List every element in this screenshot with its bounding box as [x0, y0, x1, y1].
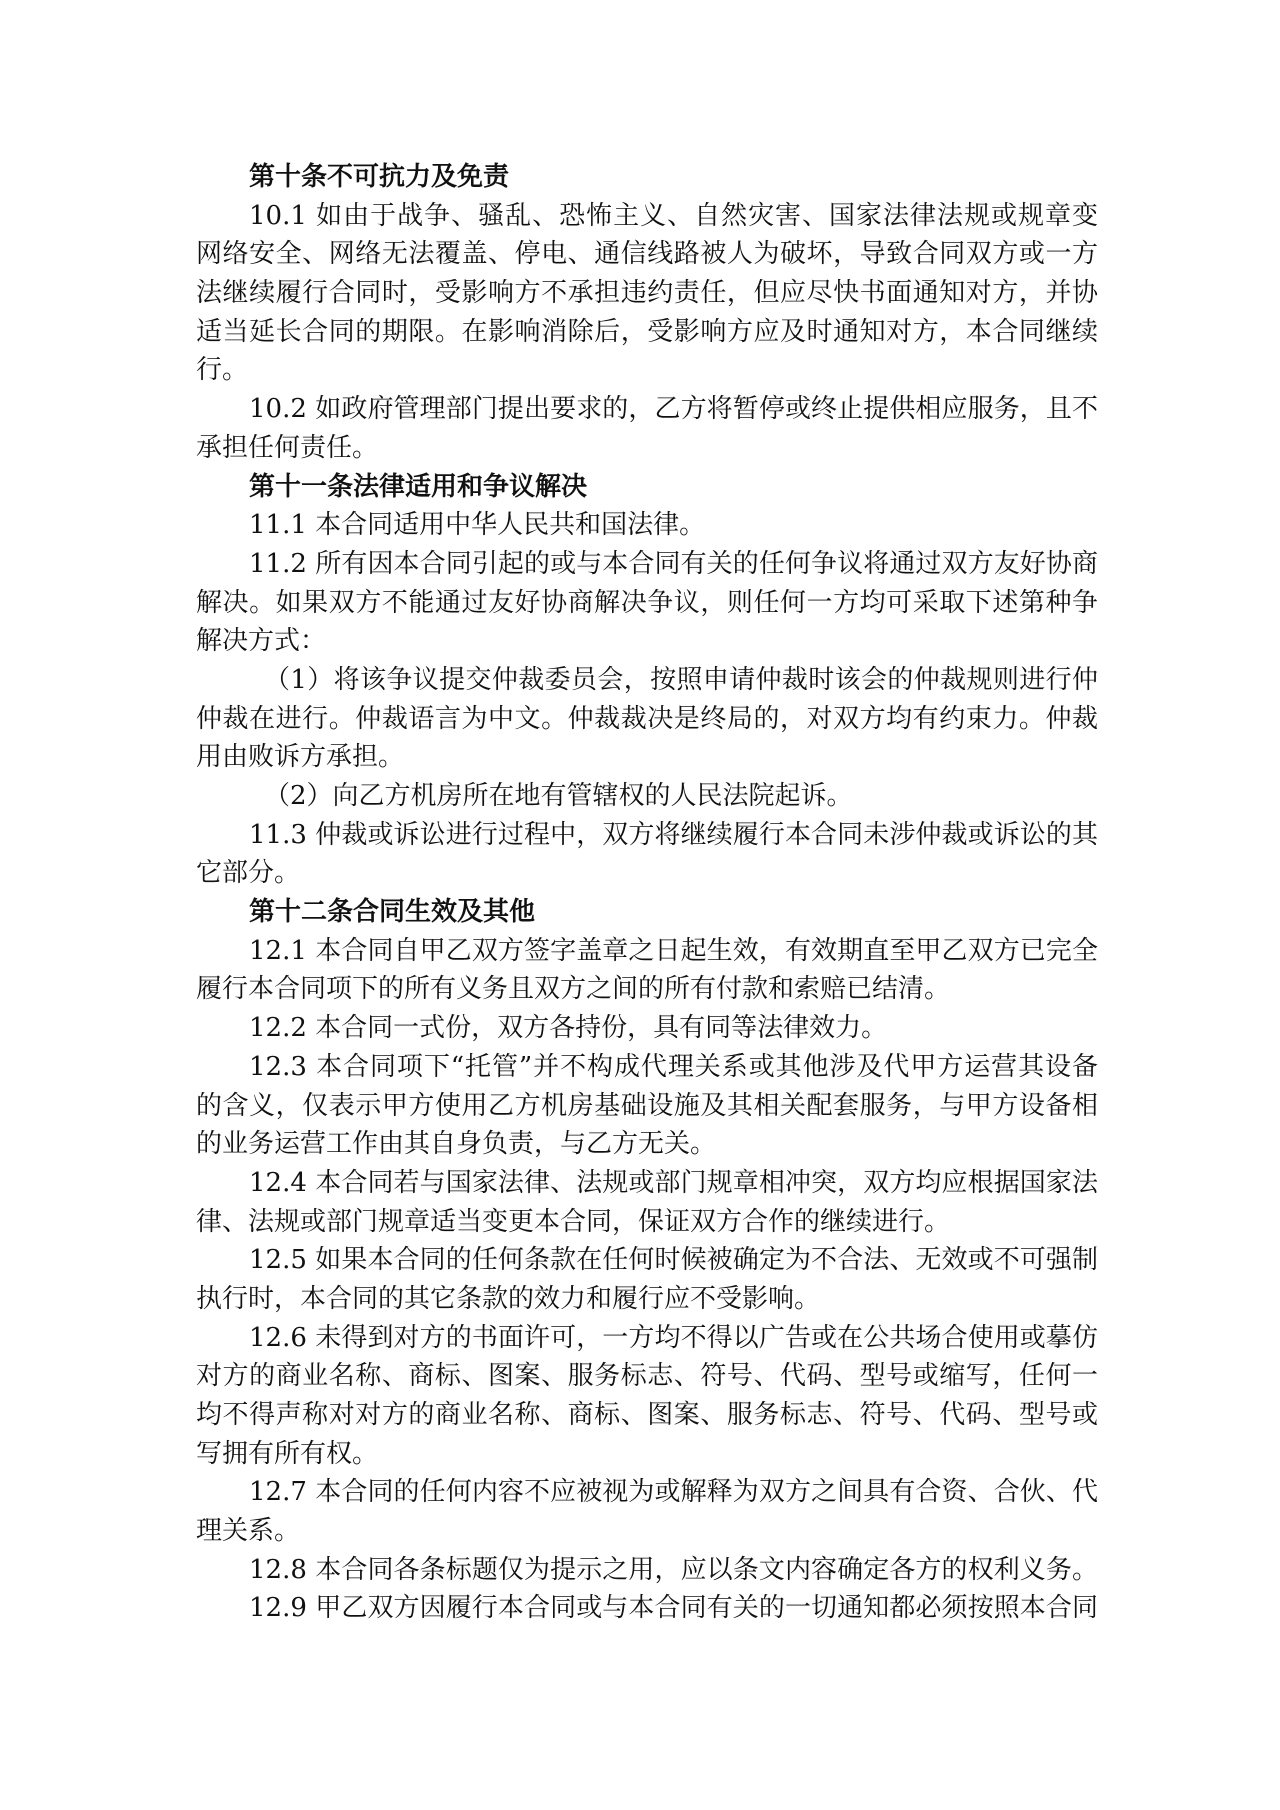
text-line: 10.2 如政府管理部门提出要求的，乙方将暂停或终止提供相应服务，且不: [249, 394, 1098, 425]
clause-paragraph: [196, 1589, 1098, 1628]
text-line: 12.5 如果本合同的任何条款在任何时候被确定为不合法、无效或不可强制: [249, 1245, 1098, 1276]
clause-paragraph: [196, 1473, 1098, 1550]
clause-paragraph: [196, 1009, 1098, 1048]
text-line: 履行本合同项下的所有义务且双方之间的所有付款和索赔已结清。: [196, 974, 951, 1005]
text-line: 10.1 如由于战争、骚乱、恐怖主义、自然灾害、国家法律法规或规章变: [249, 200, 1098, 231]
text-line: 第十条不可抗力及免责: [249, 162, 510, 192]
section-heading: [196, 893, 1098, 932]
text-line: 11.3 仲裁或诉讼进行过程中，双方将继续履行本合同未涉仲裁或诉讼的其: [249, 819, 1098, 850]
list-item: [196, 661, 1098, 777]
text-line: （2）向乙方机房所在地有管辖权的人民法院起诉。: [264, 781, 853, 811]
text-line: 12.9 甲乙双方因履行本合同或与本合同有关的一切通知都必须按照本合同: [249, 1593, 1098, 1624]
text-line: 12.1 本合同自甲乙双方签字盖章之日起生效，有效期直至甲乙双方已完全: [249, 935, 1098, 966]
text-line: 的含义，仅表示甲方使用乙方机房基础设施及其相关配套服务，与甲方设备相: [196, 1090, 1098, 1121]
text-line: 网络安全、网络无法覆盖、停电、通信线路被人为破坏，导致合同双方或一方: [196, 239, 1098, 270]
text-line: 的业务运营工作由其自身负责，与乙方无关。: [196, 1129, 717, 1160]
text-line: 它部分。: [196, 858, 301, 889]
clause-paragraph: [196, 1048, 1098, 1164]
clause-paragraph: [196, 390, 1098, 467]
text-line: 对方的商业名称、商标、图案、服务标志、符号、代码、型号或缩写，任何一: [196, 1361, 1098, 1392]
text-line: 12.7 本合同的任何内容不应被视为或解释为双方之间具有合资、合伙、代: [249, 1477, 1098, 1508]
text-line: 解决方式：: [196, 626, 327, 657]
list-item: [196, 777, 1098, 816]
text-line: 律、法规或部门规章适当变更本合同，保证双方合作的继续进行。: [196, 1206, 951, 1237]
clause-paragraph: [196, 932, 1098, 1009]
text-line: 行。: [196, 355, 249, 386]
clause-paragraph: [196, 545, 1098, 661]
text-line: 解决。如果双方不能通过友好协商解决争议，则任何一方均可采取下述第种争: [196, 587, 1098, 618]
text-line: 12.8 本合同各条标题仅为提示之用，应以条文内容确定各方的权利义务。: [249, 1554, 1098, 1585]
text-line: 11.2 所有因本合同引起的或与本合同有关的任何争议将通过双方友好协商: [249, 548, 1098, 579]
text-line: 仲裁在进行。仲裁语言为中文。仲裁裁决是终局的，对双方均有约束力。仲裁: [196, 703, 1098, 734]
text-line: 执行时，本合同的其它条款的效力和履行应不受影响。: [196, 1283, 821, 1314]
text-line: 12.2 本合同一式份，双方各持份，具有同等法律效力。: [249, 1013, 888, 1044]
document-body: [196, 158, 1098, 1628]
text-line: （1）将该争议提交仲裁委员会，按照申请仲裁时该会的仲裁规则进行仲: [264, 664, 1098, 695]
text-line: 第十二条合同生效及其他: [249, 897, 536, 928]
text-line: 用由败诉方承担。: [196, 742, 405, 773]
text-line: 11.1 本合同适用中华人民共和国法律。: [249, 510, 706, 541]
text-line: 理关系。: [196, 1516, 301, 1547]
clause-paragraph: [196, 1164, 1098, 1241]
clause-paragraph: [196, 1319, 1098, 1474]
clause-paragraph: [196, 506, 1098, 545]
clause-paragraph: [196, 1551, 1098, 1590]
text-line: 12.4 本合同若与国家法律、法规或部门规章相冲突，双方均应根据国家法: [249, 1167, 1098, 1198]
text-line: 12.3 本合同项下“托管”并不构成代理关系或其他涉及代甲方运营其设备: [249, 1051, 1098, 1082]
text-line: 第十一条法律适用和争议解决: [249, 471, 588, 502]
clause-paragraph: [196, 1241, 1098, 1318]
text-line: 均不得声称对对方的商业名称、商标、图案、服务标志、符号、代码、型号或: [196, 1400, 1098, 1430]
section-heading: [196, 158, 1098, 197]
clause-paragraph: [196, 197, 1098, 390]
text-line: 承担任何责任。: [196, 432, 379, 463]
text-line: 适当延长合同的期限。在影响消除后，受影响方应及时通知对方，本合同继续: [196, 316, 1098, 347]
text-line: 12.6 未得到对方的书面许可，一方均不得以广告或在公共场合使用或摹仿: [249, 1322, 1098, 1353]
section-heading: [196, 468, 1098, 507]
text-line: 法继续履行合同时，受影响方不承担违约责任，但应尽快书面通知对方，并协: [196, 278, 1098, 309]
text-line: 写拥有所有权。: [196, 1438, 379, 1469]
clause-paragraph: [196, 816, 1098, 893]
